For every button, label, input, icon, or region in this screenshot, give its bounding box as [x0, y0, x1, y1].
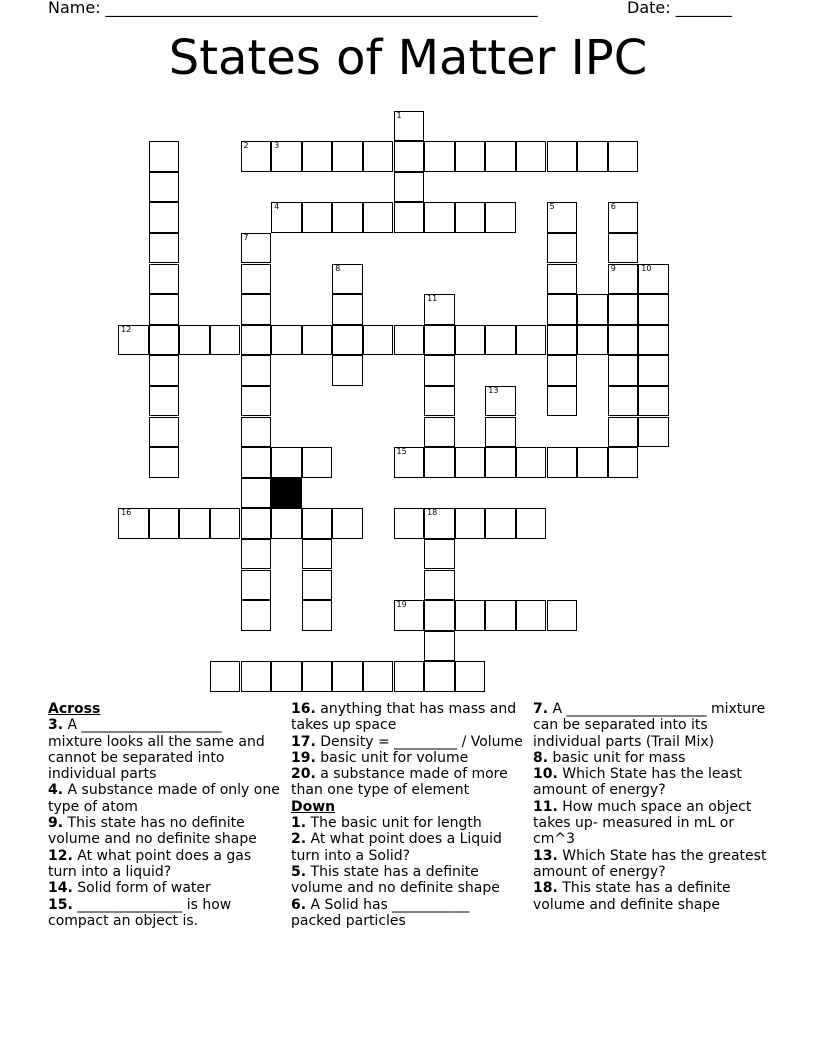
- clue-item-number: 16.: [291, 701, 316, 717]
- across-heading: Across: [48, 701, 101, 717]
- clue-item: [291, 734, 523, 750]
- clue-item-text: The basic unit for length: [306, 815, 482, 832]
- grid-cell[interactable]: [638, 355, 669, 386]
- grid-cell[interactable]: [394, 141, 425, 172]
- grid-cell[interactable]: [608, 141, 639, 172]
- across-clue-list-continued: [291, 701, 523, 799]
- grid-cell[interactable]: [394, 202, 425, 233]
- clue-number: 13: [488, 385, 499, 395]
- grid-cell[interactable]: [149, 202, 180, 233]
- grid-cell[interactable]: [241, 570, 272, 601]
- clue-item-text: A substance made of only one type of atom: [48, 782, 280, 815]
- clue-number: 18: [427, 508, 438, 518]
- grid-cell[interactable]: [394, 172, 425, 203]
- grid-cell[interactable]: [332, 325, 363, 356]
- grid-cell[interactable]: [455, 508, 486, 539]
- clue-number: 3: [274, 141, 280, 151]
- grid-cell[interactable]: [241, 478, 272, 509]
- grid-cell[interactable]: [547, 325, 578, 356]
- grid-cell[interactable]: [241, 386, 272, 417]
- clue-item-number: 7.: [533, 701, 549, 717]
- grid-cell[interactable]: [424, 202, 455, 233]
- grid-cell[interactable]: [608, 355, 639, 386]
- clue-number: 2: [243, 141, 249, 151]
- date-field-label: Date: _______: [627, 0, 732, 17]
- grid-cell[interactable]: [302, 508, 333, 539]
- clue-item-text: This state has a definite volume and no definite shape: [291, 863, 500, 897]
- grid-cell[interactable]: [332, 508, 363, 539]
- clue-item: [291, 815, 523, 831]
- grid-cell[interactable]: [485, 386, 516, 417]
- grid-cell[interactable]: [363, 202, 394, 233]
- down-clue-list: [291, 815, 523, 929]
- grid-cell[interactable]: [149, 386, 180, 417]
- clues-column-2: [291, 701, 523, 929]
- grid-cell[interactable]: [149, 233, 180, 264]
- grid-cell[interactable]: [241, 447, 272, 478]
- grid-cell[interactable]: [302, 202, 333, 233]
- grid-cell[interactable]: [271, 202, 302, 233]
- grid-cell[interactable]: [149, 172, 180, 203]
- clue-item: [533, 766, 773, 799]
- grid-cell[interactable]: [608, 264, 639, 295]
- grid-cell[interactable]: [302, 600, 333, 631]
- grid-cell[interactable]: [547, 233, 578, 264]
- grid-cell[interactable]: [241, 233, 272, 264]
- grid-cell[interactable]: [608, 202, 639, 233]
- clue-item-text: This state has a definite volume and definite shape: [533, 880, 731, 913]
- down-heading: Down: [291, 798, 336, 815]
- grid-cell[interactable]: [302, 141, 333, 172]
- grid-cell[interactable]: [424, 325, 455, 356]
- clue-item: [533, 880, 773, 913]
- grid-cell[interactable]: [332, 202, 363, 233]
- clue-number: 5: [549, 202, 555, 212]
- grid-cell[interactable]: [608, 386, 639, 417]
- clue-item-number: 19.: [291, 749, 316, 766]
- grid-cell[interactable]: [271, 141, 302, 172]
- grid-cell[interactable]: [363, 325, 394, 356]
- grid-cell[interactable]: [241, 264, 272, 295]
- grid-cell[interactable]: [608, 325, 639, 356]
- grid-cell[interactable]: [149, 141, 180, 172]
- clue-item-text: basic unit for volume: [315, 749, 469, 766]
- grid-cell[interactable]: [394, 111, 425, 142]
- grid-cell[interactable]: [455, 661, 486, 692]
- clue-item-number: 8.: [533, 749, 549, 766]
- clue-item-number: 15.: [48, 896, 73, 913]
- grid-cell[interactable]: [516, 600, 547, 631]
- clue-item-number: 20.: [291, 766, 316, 783]
- grid-cell[interactable]: [118, 508, 149, 539]
- grid-cell[interactable]: [302, 661, 333, 692]
- clue-item-number: 17.: [291, 733, 316, 750]
- grid-cell[interactable]: [547, 141, 578, 172]
- grid-cell[interactable]: [608, 417, 639, 448]
- clue-item: [291, 750, 523, 766]
- clue-item: [48, 848, 280, 881]
- clue-number: 1: [396, 110, 402, 120]
- clue-item-number: 1.: [291, 815, 307, 832]
- clue-item: [48, 717, 280, 782]
- clue-item: [291, 831, 523, 864]
- grid-cell[interactable]: [394, 508, 425, 539]
- grid-cell[interactable]: [179, 508, 210, 539]
- grid-cell[interactable]: [302, 447, 333, 478]
- clue-item-number: 5.: [291, 863, 307, 880]
- grid-cell[interactable]: [149, 508, 180, 539]
- grid-cell[interactable]: [332, 355, 363, 386]
- grid-cell[interactable]: [424, 539, 455, 570]
- grid-cell[interactable]: [485, 141, 516, 172]
- grid-cell[interactable]: [638, 386, 669, 417]
- clue-item: [291, 864, 523, 897]
- grid-cell[interactable]: [485, 325, 516, 356]
- clue-item-number: 11.: [533, 798, 558, 815]
- clue-item-number: 12.: [48, 847, 73, 864]
- grid-cell[interactable]: [241, 325, 272, 356]
- clue-item-text: At what point does a gas turn into a liquid?: [48, 847, 252, 880]
- grid-cell[interactable]: [241, 417, 272, 448]
- grid-cell[interactable]: [332, 141, 363, 172]
- grid-cell[interactable]: [241, 539, 272, 570]
- grid-cell[interactable]: [394, 447, 425, 478]
- grid-cell[interactable]: [547, 202, 578, 233]
- grid-cell[interactable]: [424, 294, 455, 325]
- grid-cell[interactable]: [608, 447, 639, 478]
- grid-cell[interactable]: [424, 570, 455, 601]
- grid-cell[interactable]: [363, 661, 394, 692]
- grid-cell[interactable]: [424, 508, 455, 539]
- clue-item: [533, 848, 773, 881]
- grid-cell[interactable]: [271, 661, 302, 692]
- grid-cell[interactable]: [241, 661, 272, 692]
- grid-cell[interactable]: [149, 417, 180, 448]
- grid-cell[interactable]: [424, 661, 455, 692]
- grid-cell[interactable]: [332, 294, 363, 325]
- grid-cell[interactable]: [424, 141, 455, 172]
- clue-item: [291, 897, 523, 930]
- grid-cell[interactable]: [577, 325, 608, 356]
- clue-item: [48, 880, 280, 896]
- clue-item-number: 18.: [533, 880, 558, 897]
- grid-cell[interactable]: [363, 141, 394, 172]
- clue-item-text: At what point does a Liquid turn into a Solid?: [291, 831, 502, 864]
- name-field-label: Name: ______________________________________________________: [48, 0, 538, 17]
- grid-cell[interactable]: [210, 508, 241, 539]
- grid-cell[interactable]: [638, 294, 669, 325]
- grid-cell[interactable]: [424, 600, 455, 631]
- grid-cell[interactable]: [516, 325, 547, 356]
- clue-item-number: 4.: [48, 782, 64, 799]
- clue-item-text: A ____________________ mixture can be separated into its individual parts (Trail Mix): [533, 701, 766, 750]
- grid-cell[interactable]: [271, 447, 302, 478]
- grid-cell[interactable]: [638, 325, 669, 356]
- grid-cell[interactable]: [241, 355, 272, 386]
- clue-item-number: 6.: [291, 896, 307, 913]
- grid-cell[interactable]: [241, 141, 272, 172]
- clue-number: 8: [335, 263, 341, 273]
- grid-cell[interactable]: [179, 325, 210, 356]
- clue-item: [48, 782, 280, 815]
- grid-cell[interactable]: [271, 508, 302, 539]
- grid-cell[interactable]: [424, 631, 455, 662]
- clue-item-number: 3.: [48, 717, 64, 734]
- grid-cell[interactable]: [149, 294, 180, 325]
- grid-cell[interactable]: [424, 447, 455, 478]
- clue-item-text: This state has no definite volume and no definite shape: [48, 815, 257, 848]
- clue-item-number: 14.: [48, 880, 73, 897]
- clue-item-number: 13.: [533, 847, 558, 864]
- grid-cell[interactable]: [332, 264, 363, 295]
- page-title: States of Matter IPC: [168, 30, 648, 86]
- grid-cell[interactable]: [210, 325, 241, 356]
- clue-item: [533, 701, 773, 750]
- down-clue-list-continued: [533, 701, 773, 913]
- grid-cell[interactable]: [149, 447, 180, 478]
- grid-cell[interactable]: [455, 141, 486, 172]
- grid-cell[interactable]: [332, 661, 363, 692]
- grid-cell[interactable]: [577, 141, 608, 172]
- grid-cell[interactable]: [394, 325, 425, 356]
- grid-cell[interactable]: [516, 508, 547, 539]
- grid-cell[interactable]: [394, 600, 425, 631]
- grid-cell[interactable]: [241, 294, 272, 325]
- grid-cell[interactable]: [608, 294, 639, 325]
- grid-cell[interactable]: [485, 508, 516, 539]
- clue-number: 6: [610, 202, 616, 212]
- clue-item-text: Which State has the least amount of energy?: [533, 766, 742, 799]
- clue-item: [48, 897, 280, 930]
- clue-item: [291, 766, 523, 799]
- grid-cell[interactable]: [547, 386, 578, 417]
- grid-cell[interactable]: [577, 447, 608, 478]
- clue-number: 19: [396, 600, 407, 610]
- clue-number: 15: [396, 447, 407, 457]
- clues-column-1: [48, 701, 280, 929]
- grid-cell[interactable]: [149, 355, 180, 386]
- clue-number: 7: [243, 232, 249, 242]
- clue-item-text: anything that has mass and takes up space: [291, 701, 517, 734]
- clue-item-text: Solid form of water: [72, 880, 211, 897]
- grid-cell[interactable]: [547, 447, 578, 478]
- grid-cell[interactable]: [485, 600, 516, 631]
- grid-cell[interactable]: [638, 417, 669, 448]
- clue-item-text: Density = _________ / Volume: [315, 733, 523, 750]
- grid-cell[interactable]: [547, 355, 578, 386]
- grid-cell[interactable]: [241, 600, 272, 631]
- clue-item-number: 10.: [533, 766, 558, 783]
- grid-cell[interactable]: [271, 325, 302, 356]
- clue-item-text: _______________ is how compact an object is.: [48, 896, 232, 929]
- grid-cell[interactable]: [302, 570, 333, 601]
- clue-number: 12: [121, 324, 132, 334]
- clue-item-text: basic unit for mass: [548, 749, 686, 766]
- grid-cell[interactable]: [547, 264, 578, 295]
- clue-number: 11: [427, 294, 438, 304]
- grid-cell[interactable]: [118, 325, 149, 356]
- clue-item-number: 2.: [291, 831, 307, 848]
- grid-cell[interactable]: [485, 447, 516, 478]
- grid-cell[interactable]: [608, 233, 639, 264]
- grid-block-cell: [271, 478, 302, 509]
- grid-cell[interactable]: [424, 355, 455, 386]
- clue-item-text: A Solid has ___________ packed particles: [291, 896, 470, 929]
- grid-cell[interactable]: [149, 264, 180, 295]
- grid-cell[interactable]: [302, 325, 333, 356]
- clue-item: [48, 815, 280, 848]
- grid-cell[interactable]: [455, 447, 486, 478]
- clue-item: [291, 701, 523, 734]
- grid-cell[interactable]: [516, 447, 547, 478]
- clue-item-text: a substance made of more than one type of element: [291, 766, 508, 799]
- clues-column-3: [533, 701, 773, 913]
- grid-cell[interactable]: [638, 264, 669, 295]
- clue-number: 10: [641, 263, 652, 273]
- grid-cell[interactable]: [455, 600, 486, 631]
- grid-cell[interactable]: [547, 294, 578, 325]
- clue-item-number: 9.: [48, 815, 64, 832]
- grid-cell[interactable]: [424, 417, 455, 448]
- grid-cell[interactable]: [455, 202, 486, 233]
- clue-item-text: Which State has the greatest amount of energy?: [533, 847, 767, 880]
- clue-item-text: How much space an object takes up- measured in mL or cm^3: [533, 798, 752, 848]
- clue-number: 16: [121, 508, 132, 518]
- grid-cell[interactable]: [485, 202, 516, 233]
- grid-cell[interactable]: [516, 141, 547, 172]
- grid-cell[interactable]: [210, 661, 241, 692]
- grid-cell[interactable]: [577, 294, 608, 325]
- grid-cell[interactable]: [547, 600, 578, 631]
- grid-cell[interactable]: [241, 508, 272, 539]
- grid-cell[interactable]: [149, 325, 180, 356]
- clue-number: 9: [610, 263, 616, 273]
- clue-item-text: A ____________________ mixture looks all the same and cannot be separated into individual parts: [48, 717, 265, 783]
- grid-cell[interactable]: [424, 386, 455, 417]
- clue-item: [533, 750, 773, 766]
- grid-cell[interactable]: [394, 661, 425, 692]
- grid-cell[interactable]: [485, 417, 516, 448]
- across-clue-list: [48, 717, 280, 929]
- grid-cell[interactable]: [302, 539, 333, 570]
- grid-cell[interactable]: [455, 325, 486, 356]
- clue-number: 4: [274, 202, 280, 212]
- clue-item: [533, 799, 773, 848]
